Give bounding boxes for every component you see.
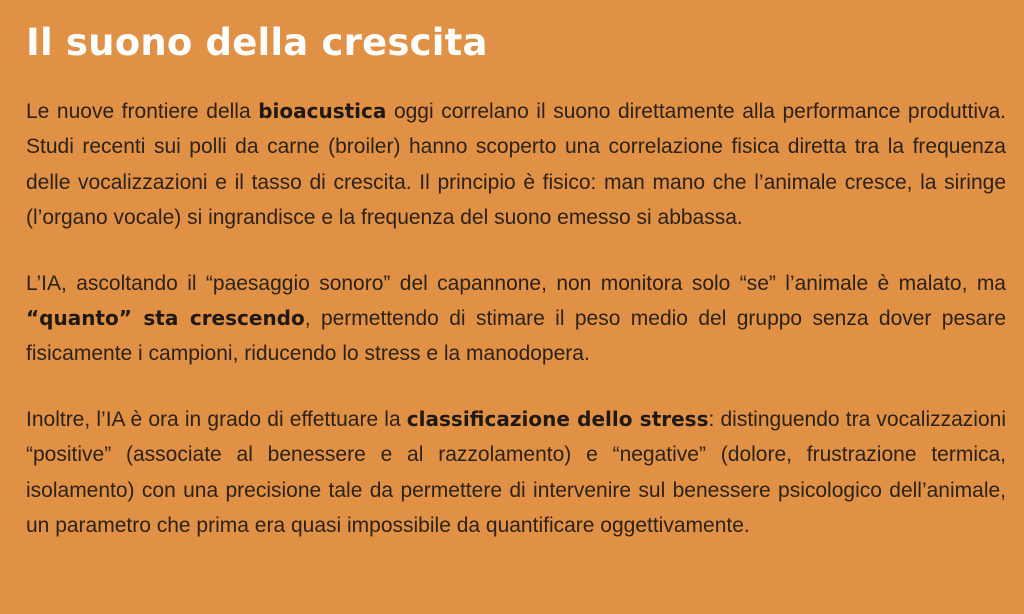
paragraph-2 [26, 266, 1006, 372]
page-title: Il suono della crescita [26, 21, 488, 64]
paragraph-3-text: Inoltre, l’IA è ora in grado di effettuare la [26, 407, 407, 431]
paragraph-3-highlight: classificazione dello stress [406, 406, 709, 431]
paragraph-1-highlight: bioacustica [258, 99, 387, 123]
paragraph-2-text: L’IA, ascoltando il “paesaggio sonoro” del capannone, non monitora solo “se” l’animale è malato, ma [26, 271, 1006, 295]
paragraph-3-text-end: : distinguendo tra vocalizzazioni “positive” (associate al benessere e al razzolamento) e “negative” (dolore, frustrazione termica, isolamento) con una precisione tale da permettere di intervenire sul benessere psicologico dell’animale, un parametro che prima era quasi impossibile da quantificare oggettivamente. [26, 407, 1006, 538]
paragraph-2-highlight: “quanto” sta crescendo [26, 306, 305, 331]
paragraph-1-text: Le nuove frontiere della [26, 100, 259, 123]
paragraph-2-text-end: , permettendo di stimare il peso medio del gruppo senza dover pesare fisicamente i campioni, riducendo lo stress e la manodopera. [26, 307, 1007, 366]
paragraph-1-text-end: oggi correlano il suono direttamente alla performance produttiva. Studi recenti sui polli da carne (broiler) hanno scoperto una correlazione fisica diretta tra la frequenza delle vocalizzazioni e il tasso di crescita. Il principio è fisico: man mano che l’animale cresce, la siringe (l’organo vocale) si ingrandisce e la frequenza del suono emesso si abbassa. [26, 100, 1006, 230]
paragraph-1 [26, 94, 1006, 236]
paragraph-3 [26, 402, 1006, 544]
